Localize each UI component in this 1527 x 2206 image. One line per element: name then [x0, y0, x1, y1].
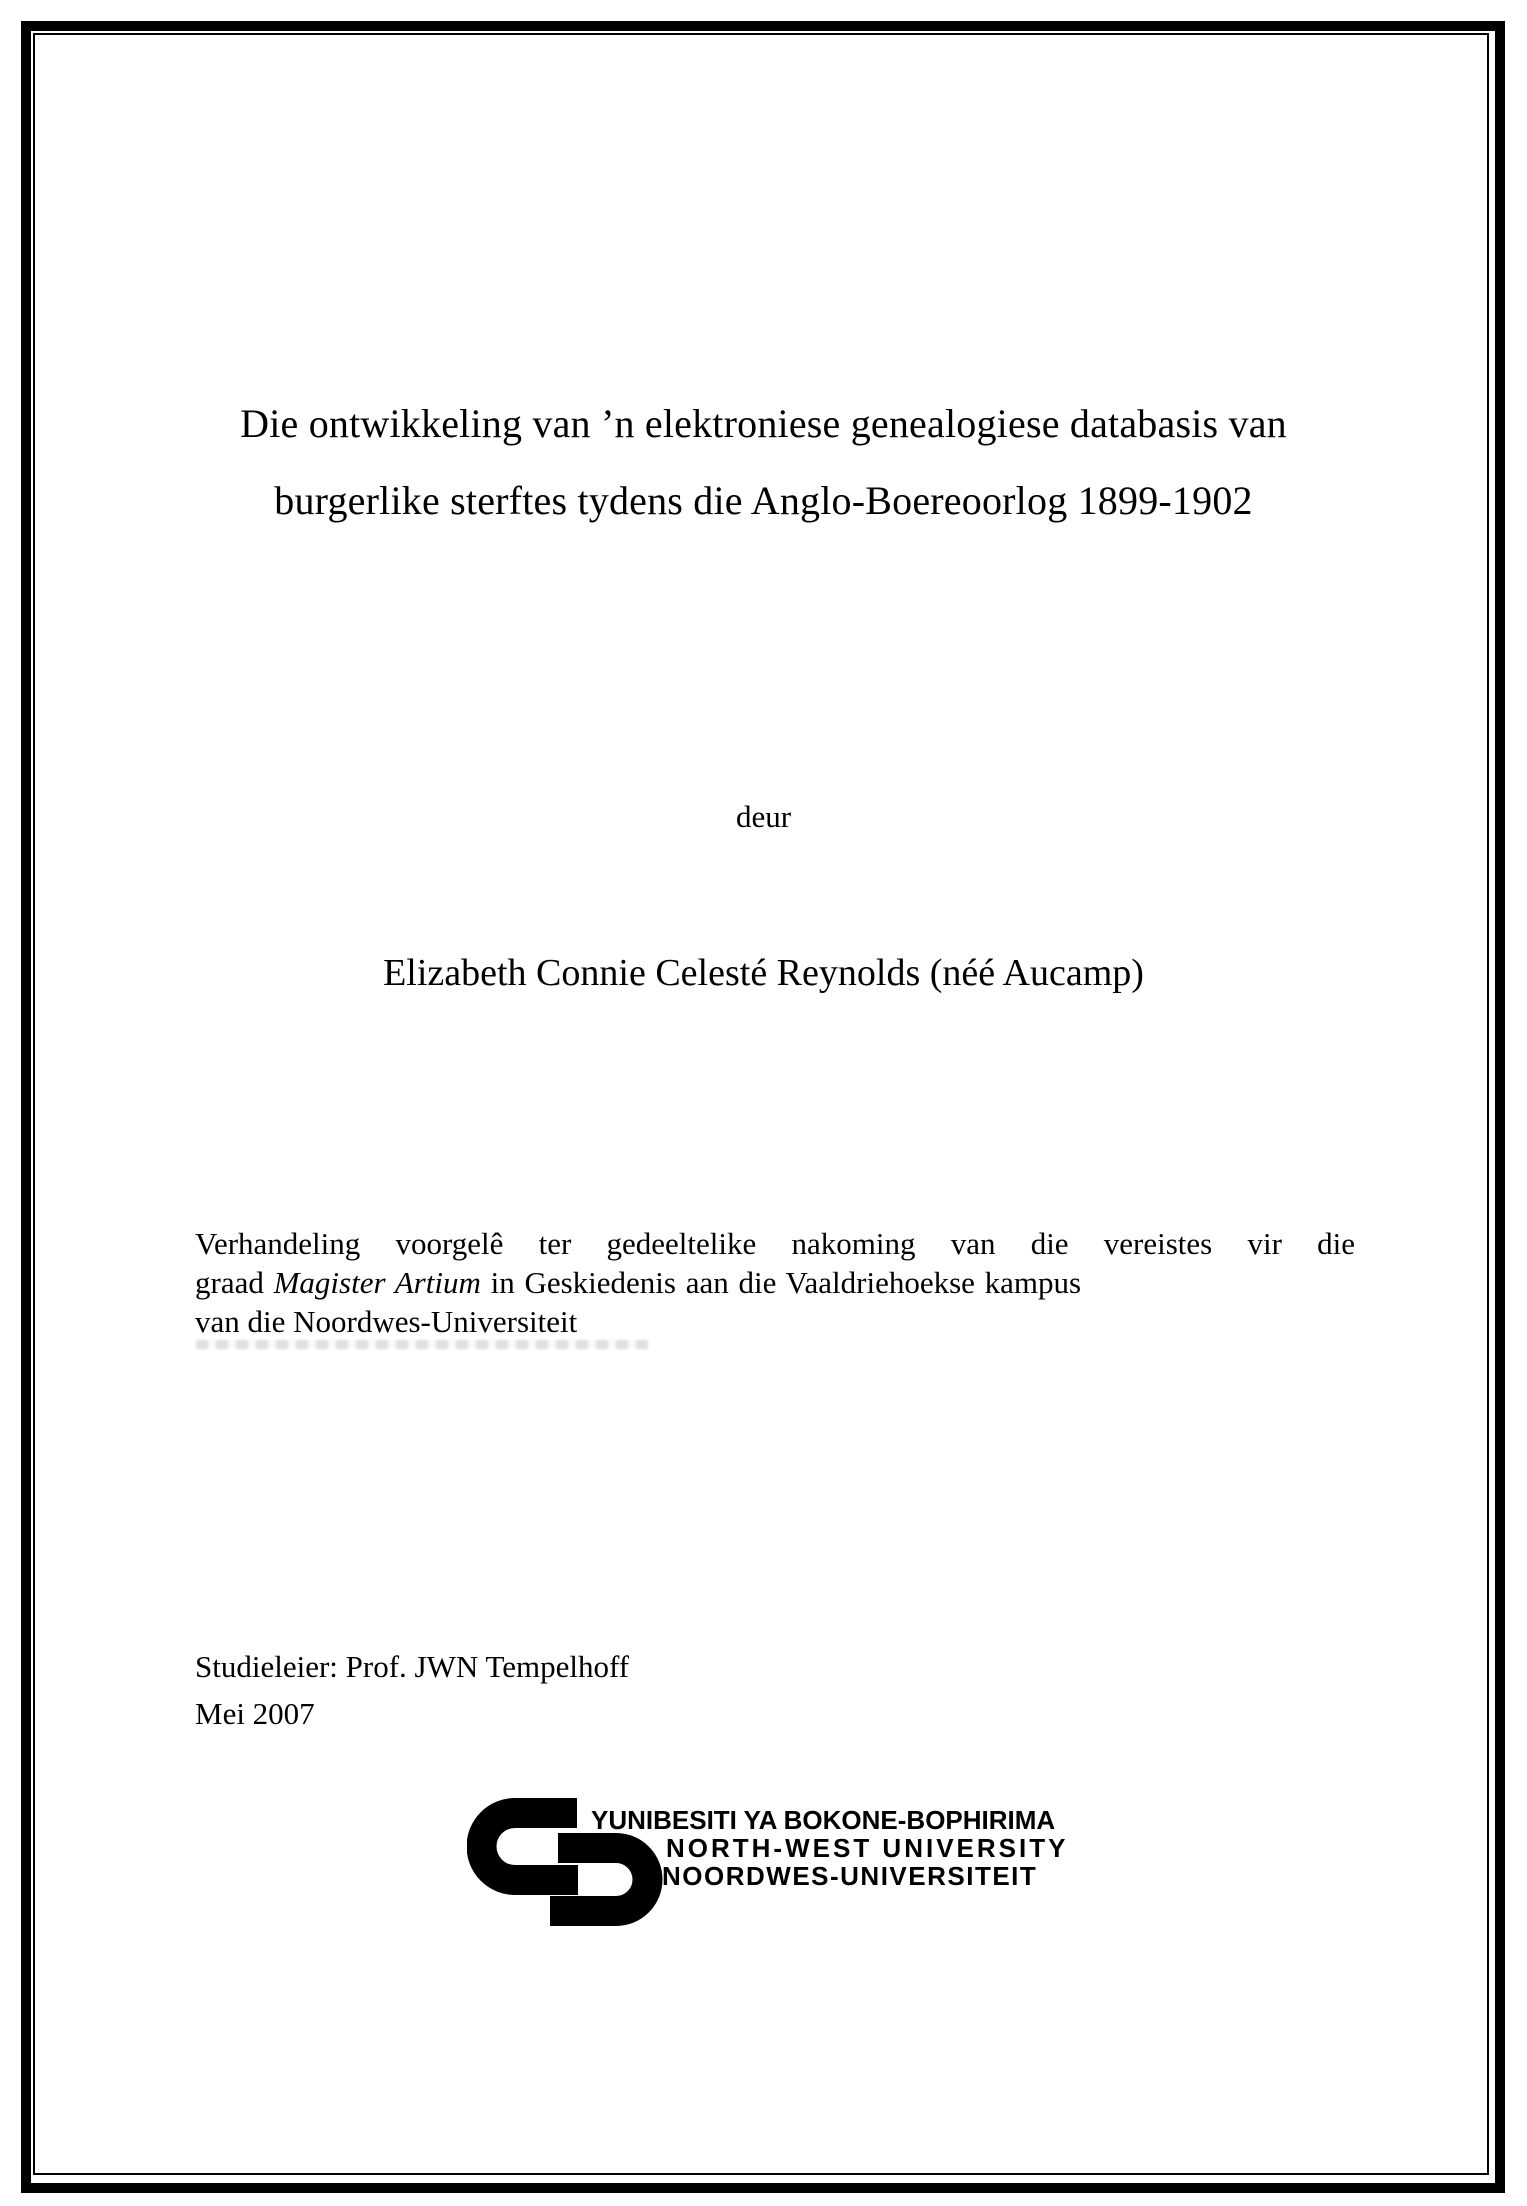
- supervisor-line: Studieleier: Prof. JWN Tempelhoff: [195, 1649, 630, 1684]
- degree-statement-line-2-suffix: in Geskiedenis aan die Vaaldriehoekse kampus: [480, 1265, 1082, 1300]
- byline-label: deur: [735, 799, 792, 834]
- thesis-title-line-1: Die ontwikkeling van ’n elektroniese genealogiese databasis van: [240, 401, 1287, 446]
- degree-statement: [195, 1224, 1355, 1341]
- logo-text-line-1: YUNIBESITI YA BOKONE-BOPHIRIMA: [591, 1805, 1056, 1835]
- author-name: Elizabeth Connie Celesté Reynolds (néé Aucamp): [383, 952, 1144, 994]
- supervisor-block: [195, 1643, 629, 1737]
- university-logo: [467, 1798, 1107, 1938]
- degree-statement-line-2-prefix: graad: [195, 1265, 274, 1300]
- date-line: Mei 2007: [195, 1696, 315, 1731]
- degree-statement-line-1: Verhandeling voorgelê ter gedeeltelike nakoming van die vereistes vir die: [195, 1226, 1355, 1261]
- scan-bleed-artifact: [196, 1340, 648, 1349]
- degree-name-italic: Magister Artium: [273, 1265, 481, 1300]
- thesis-title: [60, 385, 1467, 539]
- logo-text-line-2: NORTH-WEST UNIVERSITY: [666, 1833, 1069, 1863]
- degree-statement-line-2: [195, 1263, 1355, 1302]
- logo-text-line-3: NOORDWES-UNIVERSITEIT: [662, 1861, 1038, 1891]
- degree-statement-line-3: van die Noordwes-Universiteit: [195, 1304, 578, 1339]
- thesis-title-line-2: burgerlike sterftes tydens die Anglo-Boereoorlog 1899-1902: [274, 478, 1253, 523]
- university-logo-text: [591, 1806, 1068, 1890]
